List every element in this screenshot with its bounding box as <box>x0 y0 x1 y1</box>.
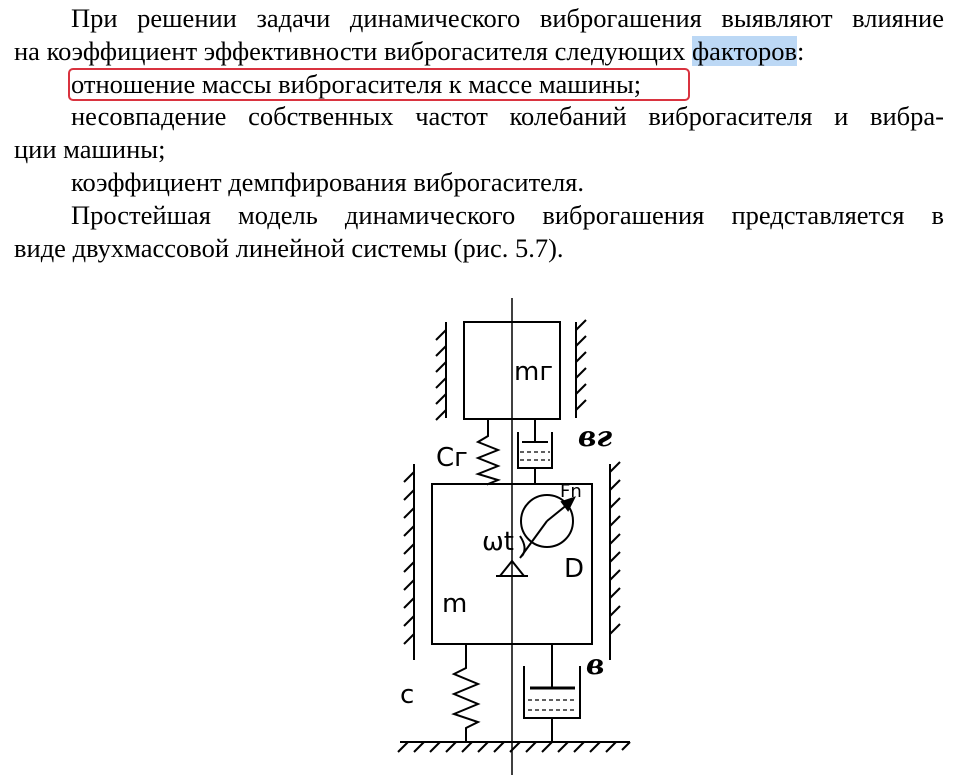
paragraph-2-line-1: Простейшая модель динамического виброгашения представляется в <box>71 200 944 230</box>
label-fn: Fn <box>560 481 582 502</box>
factor-item-2-line-1: несовпадение собственных частот колебаний виброгасителя и вибра- <box>71 101 944 131</box>
upper-damper <box>518 419 552 484</box>
middle-left-wall-hatch <box>404 464 414 660</box>
factor-item-3: коэффициент демпфирования виброгасителя. <box>71 167 584 197</box>
paragraph-1-line-1: При решении задачи динамического виброгашения выявляют влияние <box>71 3 944 33</box>
angle-arc <box>520 536 525 556</box>
label-wt: ωt <box>482 527 514 557</box>
upper-left-wall-hatch <box>436 322 446 420</box>
upper-spring <box>478 419 498 484</box>
middle-right-wall-hatch <box>610 462 620 660</box>
lower-damper <box>524 644 580 742</box>
label-bg: вг <box>578 420 613 453</box>
highlighted-word[interactable]: факторов <box>692 36 797 66</box>
factor-item-1[interactable]: отношение массы виброгасителя к массе машины; <box>71 69 642 99</box>
label-cg: Cг <box>436 443 468 473</box>
lower-spring <box>454 644 478 742</box>
paragraph-1-line-2-colon: : <box>796 36 805 66</box>
label-d: D <box>564 554 585 584</box>
label-b: в <box>586 648 605 681</box>
label-mg: mг <box>514 357 553 387</box>
ground-hatch <box>398 742 630 752</box>
label-m: m <box>442 589 468 619</box>
paragraph-2-line-2: виде двухмассовой линейной системы (рис. 5.7). <box>14 233 564 263</box>
factor-item-2-line-2: ции машины; <box>14 134 166 164</box>
upper-right-wall-hatch <box>576 320 586 418</box>
label-c: c <box>400 680 415 710</box>
paragraph-1-line-2-text: на коэффициент эффективности виброгасителя следующих <box>14 36 693 66</box>
